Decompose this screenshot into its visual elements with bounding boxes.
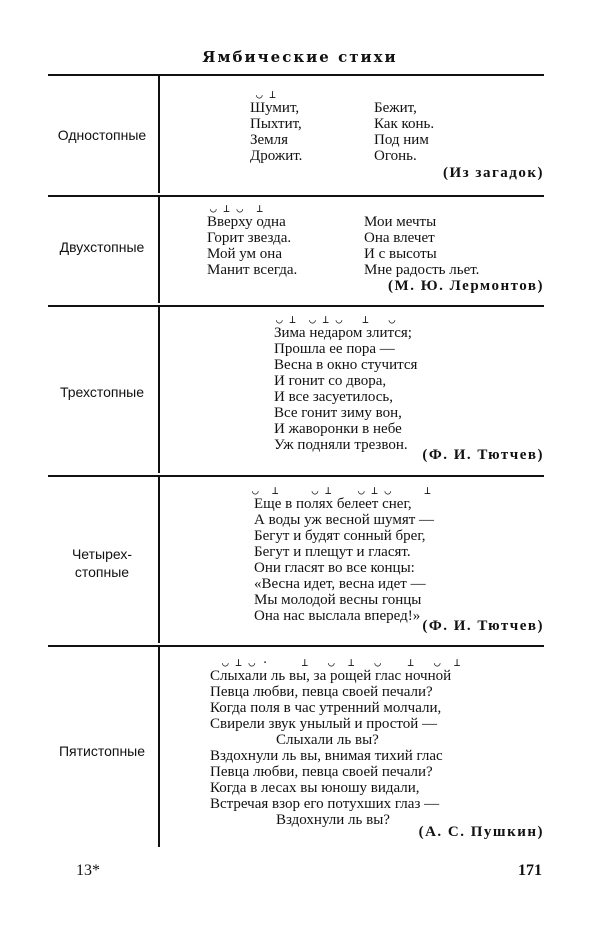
scansion-marks: ◡ ⊥ ◡ ⊥ [210, 202, 263, 215]
verse-line: Встречая взор его потухших глаз — [210, 796, 440, 812]
verse-line: Певца любви, певца своей печали? [210, 684, 433, 700]
verse-line: А воды уж весной шумят — [254, 512, 435, 528]
page-number: 171 [518, 862, 542, 879]
verse-line: Мой ум она [207, 246, 282, 262]
verse-line: Пыхтит, [250, 116, 302, 132]
scansion-marks: ◡ ⊥ ◡ ⊥ ◡ ⊥ ◡ ⊥ [252, 484, 431, 497]
verse-line: Горит звезда. [207, 230, 292, 246]
signature-mark: 13* [76, 862, 100, 879]
verse-line: Вздохнули ль вы? [276, 812, 390, 828]
verse-line: Мы молодой весны гонцы [254, 592, 422, 608]
verse-line: Шумит, [250, 100, 300, 116]
attribution: (М. Ю. Лермонтов) [388, 278, 544, 294]
verse-line: И жаворонки в небе [274, 421, 402, 437]
meter-label: Четырех- [71, 546, 133, 562]
scansion-marks: ◡ ⊥ ◡ · ⊥ ◡ ⊥ ◡ ⊥ ◡ ⊥ [222, 656, 461, 669]
verse-line: Мои мечты [364, 214, 437, 230]
verse-line: Весна в окно стучится [274, 357, 418, 373]
verse-line: Бежит, [374, 100, 417, 116]
verse-line: Вздохнули ль вы, внимая тихий глас [210, 748, 443, 764]
row-divider [48, 305, 544, 307]
verse-line: Под ним [374, 132, 429, 148]
verse-line: Манит всегда. [207, 262, 298, 278]
meter-label: стопные [74, 564, 130, 580]
meter-label: Пятистопные [58, 743, 146, 759]
row-divider [48, 195, 544, 197]
verse-line: Все гонит зиму вон, [274, 405, 402, 421]
verse-line: Мне радость льет. [364, 262, 480, 278]
verse-line: Свирели звук унылый и простой — [210, 716, 437, 732]
attribution: (А. С. Пушкин) [418, 824, 544, 840]
column-divider [158, 477, 160, 643]
verse-line: Слыхали ль вы, за рощей глас ночной [210, 668, 452, 684]
verse-line: «Весна идет, весна идет — [254, 576, 426, 592]
verse-line: Еще в полях белеет снег, [254, 496, 412, 512]
column-divider [158, 647, 160, 847]
row-divider [48, 645, 544, 647]
attribution: (Ф. И. Тютчев) [422, 447, 544, 463]
verse-line: И все засуетилось, [274, 389, 394, 405]
scansion-marks: ◡ ⊥ ◡ ⊥ ◡ ⊥ ◡ [276, 313, 396, 326]
verse-line: Когда поля в час утренний молчали, [210, 700, 442, 716]
verse-line: Она влечет [364, 230, 435, 246]
verse-line: Вверху одна [207, 214, 286, 230]
verse-line: И гонит со двора, [274, 373, 387, 389]
verse-line: Как конь. [374, 116, 435, 132]
verse-line: Дрожит. [250, 148, 303, 164]
meter-label: Трехстопные [59, 384, 145, 400]
verse-line: Они гласят во все концы: [254, 560, 415, 576]
table-top-rule [48, 74, 544, 76]
verse-line: Певца любви, певца своей печали? [210, 764, 433, 780]
verse-line: Зима недаром злится; [274, 325, 412, 341]
column-divider [158, 307, 160, 473]
attribution: (Ф. И. Тютчев) [422, 618, 544, 634]
attribution: (Из загадок) [442, 165, 544, 181]
meter-label: Двухстопные [59, 239, 145, 255]
column-divider [158, 76, 160, 193]
verse-line: Уж подняли трезвон. [274, 437, 408, 453]
verse-line: Она нас выслала вперед!» [254, 608, 421, 624]
row-divider [48, 475, 544, 477]
scansion-marks: ◡ ⊥ [256, 88, 276, 101]
verse-line: Бегут и будят сонный брег, [254, 528, 426, 544]
verse-line: Земля [250, 132, 289, 148]
meter-label: Одностопные [57, 127, 147, 143]
verse-line: Слыхали ль вы? [276, 732, 379, 748]
column-divider [158, 197, 160, 303]
verse-line: И с высоты [364, 246, 437, 262]
verse-line: Когда в лесах вы юношу видали, [210, 780, 420, 796]
verse-line: Бегут и плещут и гласят. [254, 544, 411, 560]
verse-line: Прошла ее пора — [274, 341, 395, 357]
page-title: Ямбические стихи [202, 48, 398, 66]
verse-line: Огонь. [374, 148, 417, 164]
